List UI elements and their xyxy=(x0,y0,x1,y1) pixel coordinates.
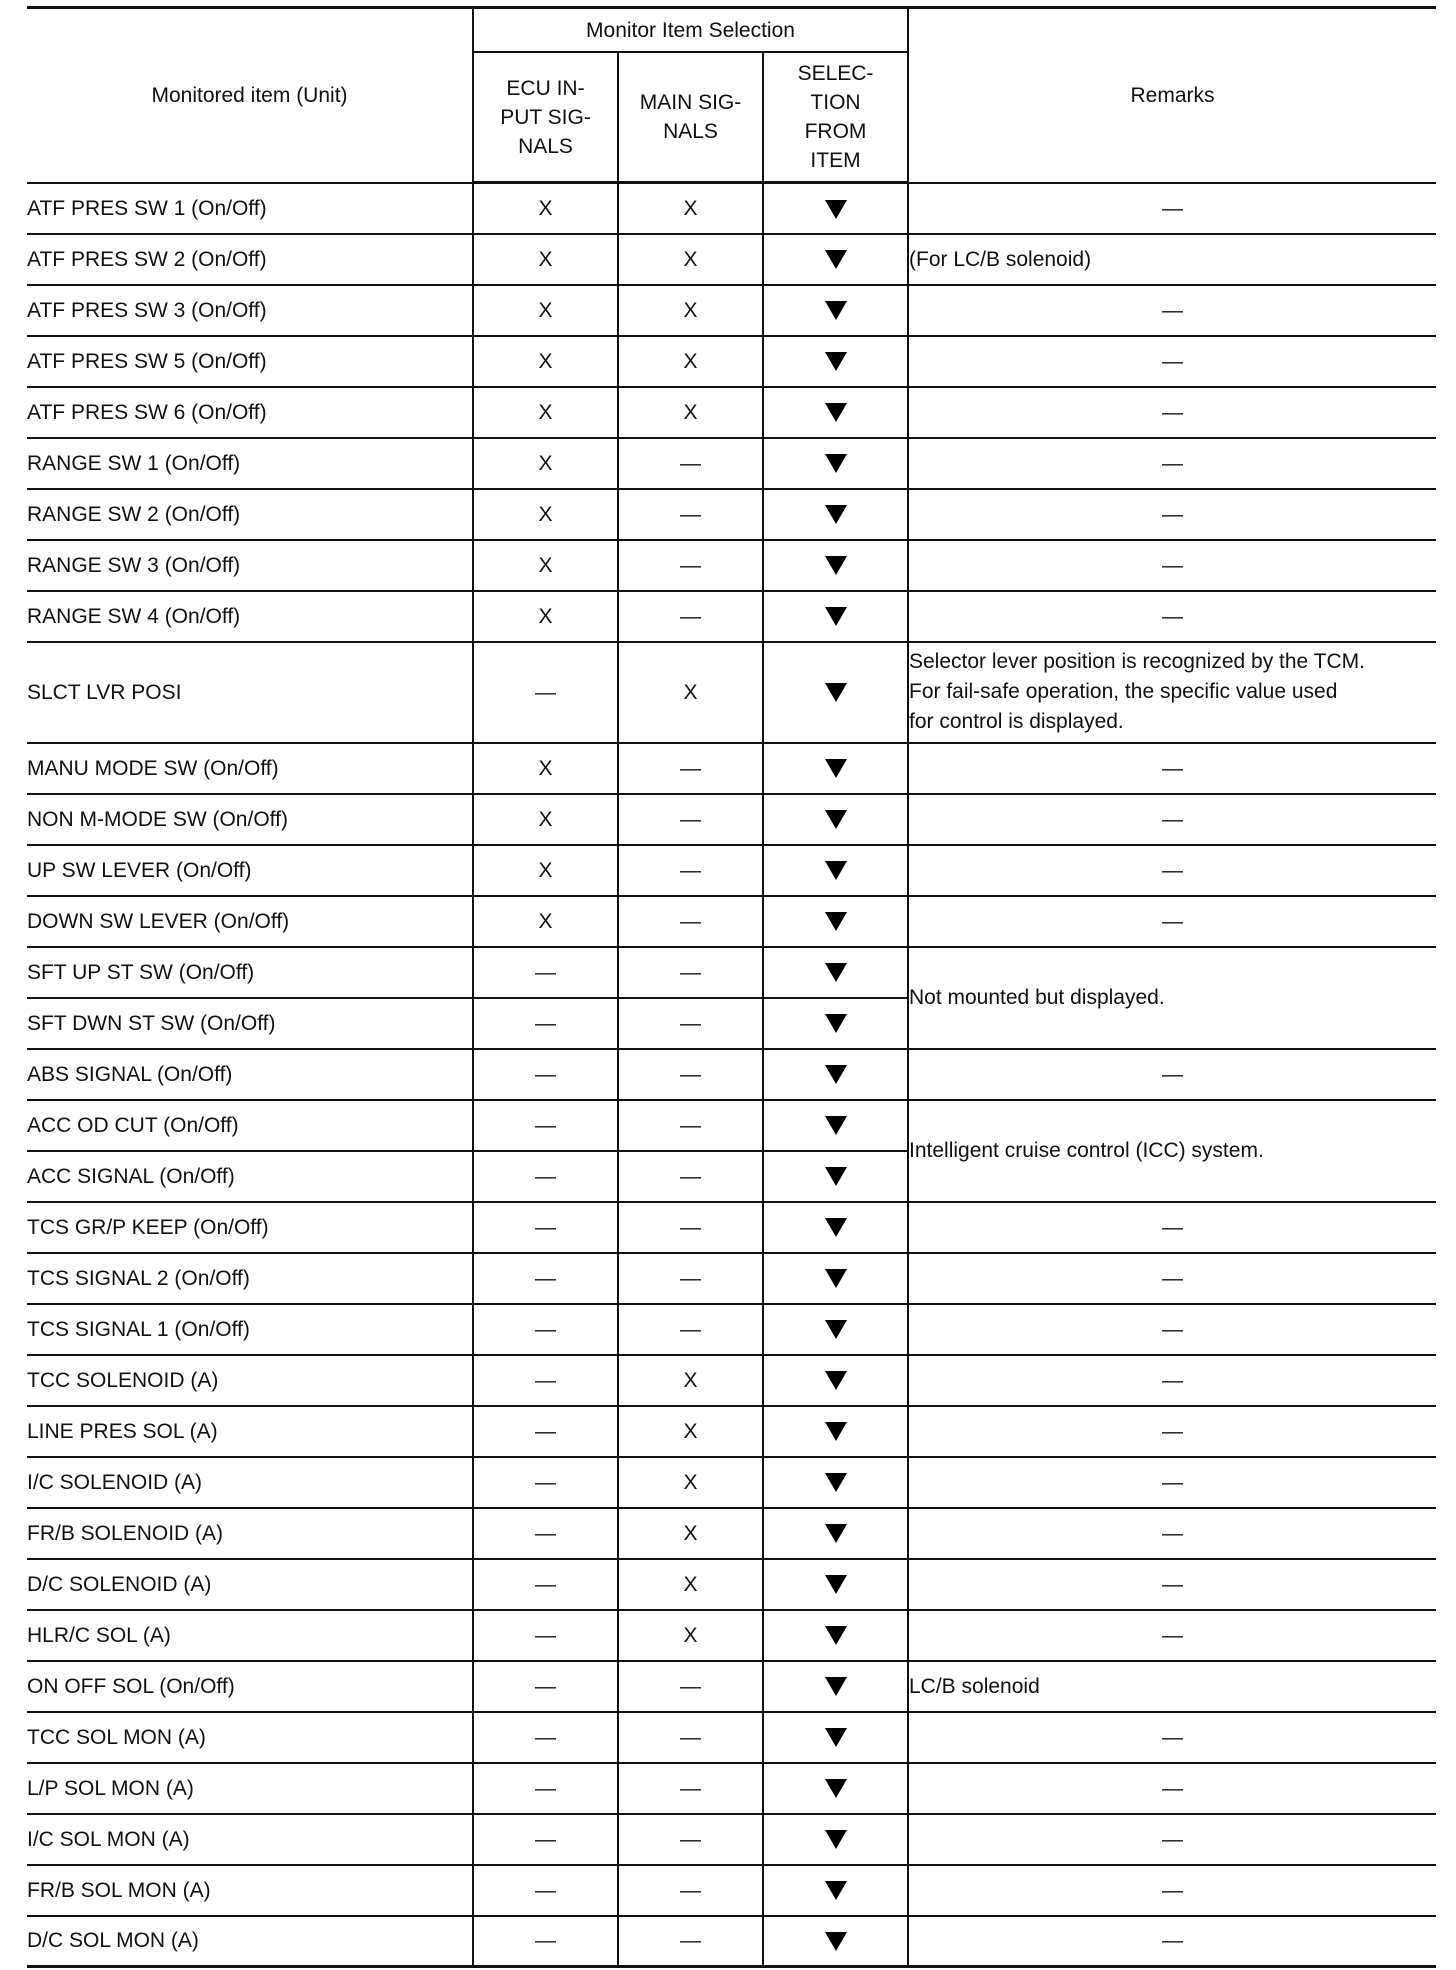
down-triangle-icon xyxy=(825,1167,847,1186)
ecu-input-cell: — xyxy=(473,1559,618,1610)
main-signals-cell: X xyxy=(618,234,763,285)
monitored-item-cell: ATF PRES SW 6 (On/Off) xyxy=(27,387,473,438)
main-signals-cell: X xyxy=(618,336,763,387)
monitored-item-cell: ACC OD CUT (On/Off) xyxy=(27,1100,473,1151)
ecu-input-cell: X xyxy=(473,896,618,947)
ecu-input-cell: — xyxy=(473,1865,618,1916)
selection-cell xyxy=(763,794,908,845)
remarks-cell: — xyxy=(908,1508,1436,1559)
remarks-cell: — xyxy=(908,1916,1436,1967)
table-row xyxy=(27,845,1436,896)
selection-cell xyxy=(763,947,908,998)
ecu-input-cell: — xyxy=(473,1814,618,1865)
ecu-input-cell: — xyxy=(473,1100,618,1151)
remarks-cell: Intelligent cruise control (ICC) system. xyxy=(908,1100,1436,1202)
remarks-cell: — xyxy=(908,183,1436,234)
remarks-cell: — xyxy=(908,896,1436,947)
down-triangle-icon xyxy=(825,1626,847,1645)
main-signals-cell: — xyxy=(618,1304,763,1355)
selection-cell xyxy=(763,1763,908,1814)
down-triangle-icon xyxy=(825,1728,847,1747)
down-triangle-icon xyxy=(825,250,847,269)
ecu-input-cell: X xyxy=(473,489,618,540)
monitor-item-table xyxy=(27,6,1436,1968)
ecu-input-cell: — xyxy=(473,1253,618,1304)
main-signals-cell: X xyxy=(618,285,763,336)
remark-line: for control is displayed. xyxy=(909,710,1124,733)
ecu-input-cell: — xyxy=(473,1610,618,1661)
ecu-input-cell: — xyxy=(473,998,618,1049)
header-ecu-line: PUT SIG- xyxy=(500,105,591,129)
selection-cell xyxy=(763,998,908,1049)
selection-cell xyxy=(763,845,908,896)
remark-line: For fail-safe operation, the specific value used xyxy=(909,680,1338,703)
monitored-item-cell: NON M-MODE SW (On/Off) xyxy=(27,794,473,845)
monitored-item-cell: ATF PRES SW 1 (On/Off) xyxy=(27,183,473,234)
remarks-cell xyxy=(908,642,1436,743)
monitored-item-cell: FR/B SOLENOID (A) xyxy=(27,1508,473,1559)
main-signals-cell: — xyxy=(618,489,763,540)
table-row xyxy=(27,896,1436,947)
down-triangle-icon xyxy=(825,505,847,524)
table-row xyxy=(27,489,1436,540)
table-row xyxy=(27,1457,1436,1508)
selection-cell xyxy=(763,1202,908,1253)
ecu-input-cell: X xyxy=(473,438,618,489)
main-signals-cell: — xyxy=(618,1661,763,1712)
selection-cell xyxy=(763,1406,908,1457)
down-triangle-icon xyxy=(825,1575,847,1594)
header-sel-line: SELEC- xyxy=(797,62,874,85)
selection-cell xyxy=(763,1355,908,1406)
monitored-item-cell: L/P SOL MON (A) xyxy=(27,1763,473,1814)
selection-cell xyxy=(763,387,908,438)
monitored-item-cell: TCC SOL MON (A) xyxy=(27,1712,473,1763)
main-signals-cell: — xyxy=(618,794,763,845)
selection-cell xyxy=(763,1457,908,1508)
monitored-item-cell: MANU MODE SW (On/Off) xyxy=(27,743,473,794)
remarks-cell: — xyxy=(908,387,1436,438)
main-signals-cell: — xyxy=(618,998,763,1049)
selection-cell xyxy=(763,1151,908,1202)
remarks-cell: — xyxy=(908,1253,1436,1304)
down-triangle-icon xyxy=(825,403,847,422)
header-remarks: Remarks xyxy=(908,8,1436,183)
header-monitor-item-selection: Monitor Item Selection xyxy=(473,8,908,53)
ecu-input-cell: — xyxy=(473,1355,618,1406)
monitored-item-cell: I/C SOLENOID (A) xyxy=(27,1457,473,1508)
table-row xyxy=(27,1559,1436,1610)
ecu-input-cell: X xyxy=(473,743,618,794)
table-row xyxy=(27,642,1436,743)
table-row xyxy=(27,1610,1436,1661)
monitored-item-cell: ACC SIGNAL (On/Off) xyxy=(27,1151,473,1202)
remarks-cell: — xyxy=(908,591,1436,642)
ecu-input-cell: — xyxy=(473,642,618,743)
main-signals-cell: — xyxy=(618,1712,763,1763)
ecu-input-cell: X xyxy=(473,387,618,438)
selection-cell xyxy=(763,540,908,591)
monitored-item-cell: I/C SOL MON (A) xyxy=(27,1814,473,1865)
main-signals-cell: — xyxy=(618,1049,763,1100)
monitored-item-cell: SFT DWN ST SW (On/Off) xyxy=(27,998,473,1049)
down-triangle-icon xyxy=(825,963,847,982)
table-row xyxy=(27,1865,1436,1916)
remarks-cell: — xyxy=(908,1457,1436,1508)
ecu-input-cell: — xyxy=(473,1202,618,1253)
monitored-item-cell: RANGE SW 2 (On/Off) xyxy=(27,489,473,540)
table-row xyxy=(27,743,1436,794)
ecu-input-cell: X xyxy=(473,234,618,285)
remarks-cell: — xyxy=(908,1712,1436,1763)
table-row xyxy=(27,1406,1436,1457)
monitored-item-cell: D/C SOL MON (A) xyxy=(27,1916,473,1967)
main-signals-cell: — xyxy=(618,1151,763,1202)
selection-cell xyxy=(763,1304,908,1355)
main-signals-cell: X xyxy=(618,1559,763,1610)
monitored-item-cell: D/C SOLENOID (A) xyxy=(27,1559,473,1610)
table-row xyxy=(27,1712,1436,1763)
down-triangle-icon xyxy=(825,200,847,219)
down-triangle-icon xyxy=(825,1881,847,1900)
down-triangle-icon xyxy=(825,861,847,880)
remarks-cell: — xyxy=(908,845,1436,896)
main-signals-cell: X xyxy=(618,1457,763,1508)
selection-cell xyxy=(763,1100,908,1151)
remarks-cell: — xyxy=(908,336,1436,387)
selection-cell xyxy=(763,1712,908,1763)
remarks-cell: — xyxy=(908,540,1436,591)
ecu-input-cell: X xyxy=(473,591,618,642)
selection-cell xyxy=(763,1508,908,1559)
table-row xyxy=(27,387,1436,438)
remarks-cell: — xyxy=(908,794,1436,845)
down-triangle-icon xyxy=(825,1065,847,1084)
down-triangle-icon xyxy=(825,912,847,931)
ecu-input-cell: — xyxy=(473,1763,618,1814)
table-row xyxy=(27,438,1436,489)
monitored-item-cell: ATF PRES SW 5 (On/Off) xyxy=(27,336,473,387)
table-row xyxy=(27,336,1436,387)
header-ecu-line: NALS xyxy=(518,134,573,158)
ecu-input-cell: X xyxy=(473,540,618,591)
main-signals-cell: — xyxy=(618,1100,763,1151)
header-monitored-item: Monitored item (Unit) xyxy=(27,8,473,183)
header-ecu-line: ECU IN- xyxy=(506,76,585,100)
selection-cell xyxy=(763,1610,908,1661)
ecu-input-cell: — xyxy=(473,1712,618,1763)
header-ecu-input-signals xyxy=(473,52,618,183)
main-signals-cell: — xyxy=(618,1763,763,1814)
monitored-item-cell: RANGE SW 1 (On/Off) xyxy=(27,438,473,489)
remarks-cell: — xyxy=(908,1763,1436,1814)
document-page xyxy=(27,6,1436,1968)
ecu-input-cell: — xyxy=(473,947,618,998)
header-sel-line: TION xyxy=(810,91,861,114)
remarks-cell: — xyxy=(908,1406,1436,1457)
table-row xyxy=(27,794,1436,845)
monitored-item-cell: TCC SOLENOID (A) xyxy=(27,1355,473,1406)
remark-line: Selector lever position is recognized by the TCM. xyxy=(909,650,1365,673)
header-main-line: NALS xyxy=(663,120,718,143)
main-signals-cell: — xyxy=(618,1916,763,1967)
main-signals-cell: — xyxy=(618,947,763,998)
table-row xyxy=(27,1304,1436,1355)
remarks-cell: — xyxy=(908,1610,1436,1661)
down-triangle-icon xyxy=(825,1371,847,1390)
monitored-item-cell: UP SW LEVER (On/Off) xyxy=(27,845,473,896)
down-triangle-icon xyxy=(825,1779,847,1798)
remarks-cell: — xyxy=(908,1865,1436,1916)
remarks-cell: — xyxy=(908,489,1436,540)
ecu-input-cell: — xyxy=(473,1916,618,1967)
main-signals-cell: — xyxy=(618,845,763,896)
selection-cell xyxy=(763,642,908,743)
main-signals-cell: — xyxy=(618,1814,763,1865)
selection-cell xyxy=(763,183,908,234)
table-row xyxy=(27,1049,1436,1100)
selection-cell xyxy=(763,1253,908,1304)
ecu-input-cell: — xyxy=(473,1661,618,1712)
monitored-item-cell: HLR/C SOL (A) xyxy=(27,1610,473,1661)
remarks-cell: — xyxy=(908,743,1436,794)
monitored-item-cell: ATF PRES SW 3 (On/Off) xyxy=(27,285,473,336)
main-signals-cell: X xyxy=(618,1355,763,1406)
table-row xyxy=(27,591,1436,642)
header-main-signals xyxy=(618,52,763,183)
down-triangle-icon xyxy=(825,759,847,778)
remarks-cell: — xyxy=(908,1049,1436,1100)
ecu-input-cell: — xyxy=(473,1508,618,1559)
main-signals-cell: X xyxy=(618,1610,763,1661)
main-signals-cell: — xyxy=(618,1202,763,1253)
monitored-item-cell: DOWN SW LEVER (On/Off) xyxy=(27,896,473,947)
main-signals-cell: — xyxy=(618,591,763,642)
down-triangle-icon xyxy=(825,352,847,371)
monitored-item-cell: TCS GR/P KEEP (On/Off) xyxy=(27,1202,473,1253)
remarks-cell: — xyxy=(908,1814,1436,1865)
down-triangle-icon xyxy=(825,301,847,320)
down-triangle-icon xyxy=(825,1269,847,1288)
selection-cell xyxy=(763,1661,908,1712)
header-sel-line: FROM xyxy=(804,120,867,143)
table-row xyxy=(27,183,1436,234)
monitored-item-cell: TCS SIGNAL 2 (On/Off) xyxy=(27,1253,473,1304)
down-triangle-icon xyxy=(825,1218,847,1237)
table-row xyxy=(27,540,1436,591)
down-triangle-icon xyxy=(825,1422,847,1441)
selection-cell xyxy=(763,336,908,387)
header-sel-line: ITEM xyxy=(810,149,861,172)
table-row xyxy=(27,1763,1436,1814)
header-main-line: MAIN SIG- xyxy=(639,91,742,114)
monitored-item-cell: SFT UP ST SW (On/Off) xyxy=(27,947,473,998)
down-triangle-icon xyxy=(825,607,847,626)
table-row xyxy=(27,1100,1436,1151)
table-row xyxy=(27,947,1436,998)
ecu-input-cell: X xyxy=(473,285,618,336)
selection-cell xyxy=(763,489,908,540)
ecu-input-cell: — xyxy=(473,1406,618,1457)
down-triangle-icon xyxy=(825,1116,847,1135)
monitored-item-cell: TCS SIGNAL 1 (On/Off) xyxy=(27,1304,473,1355)
main-signals-cell: X xyxy=(618,642,763,743)
ecu-input-cell: X xyxy=(473,845,618,896)
main-signals-cell: X xyxy=(618,183,763,234)
down-triangle-icon xyxy=(825,1830,847,1849)
down-triangle-icon xyxy=(825,556,847,575)
ecu-input-cell: — xyxy=(473,1304,618,1355)
main-signals-cell: — xyxy=(618,540,763,591)
main-signals-cell: — xyxy=(618,1865,763,1916)
table-row xyxy=(27,1253,1436,1304)
selection-cell xyxy=(763,591,908,642)
monitored-item-cell: FR/B SOL MON (A) xyxy=(27,1865,473,1916)
selection-cell xyxy=(763,1559,908,1610)
remarks-cell: (For LC/B solenoid) xyxy=(908,234,1436,285)
selection-cell xyxy=(763,285,908,336)
ecu-input-cell: X xyxy=(473,183,618,234)
down-triangle-icon xyxy=(825,1677,847,1696)
selection-cell xyxy=(763,1865,908,1916)
selection-cell xyxy=(763,234,908,285)
monitored-item-cell: RANGE SW 3 (On/Off) xyxy=(27,540,473,591)
selection-cell xyxy=(763,1049,908,1100)
down-triangle-icon xyxy=(825,1932,847,1951)
table-row xyxy=(27,1355,1436,1406)
selection-cell xyxy=(763,1916,908,1967)
remarks-cell: — xyxy=(908,1355,1436,1406)
table-row xyxy=(27,234,1436,285)
monitored-item-cell: ATF PRES SW 2 (On/Off) xyxy=(27,234,473,285)
down-triangle-icon xyxy=(825,1524,847,1543)
table-row xyxy=(27,1916,1436,1967)
down-triangle-icon xyxy=(825,810,847,829)
remarks-cell: — xyxy=(908,438,1436,489)
table-row xyxy=(27,1202,1436,1253)
down-triangle-icon xyxy=(825,683,847,702)
main-signals-cell: — xyxy=(618,896,763,947)
ecu-input-cell: — xyxy=(473,1151,618,1202)
header-selection-from-item xyxy=(763,52,908,183)
down-triangle-icon xyxy=(825,454,847,473)
selection-cell xyxy=(763,438,908,489)
main-signals-cell: X xyxy=(618,387,763,438)
remarks-cell: LC/B solenoid xyxy=(908,1661,1436,1712)
down-triangle-icon xyxy=(825,1320,847,1339)
selection-cell xyxy=(763,743,908,794)
table-row xyxy=(27,1508,1436,1559)
table-row xyxy=(27,1661,1436,1712)
main-signals-cell: X xyxy=(618,1508,763,1559)
monitored-item-cell: ON OFF SOL (On/Off) xyxy=(27,1661,473,1712)
main-signals-cell: — xyxy=(618,1253,763,1304)
down-triangle-icon xyxy=(825,1014,847,1033)
remarks-cell: Not mounted but displayed. xyxy=(908,947,1436,1049)
ecu-input-cell: X xyxy=(473,336,618,387)
monitored-item-cell: RANGE SW 4 (On/Off) xyxy=(27,591,473,642)
selection-cell xyxy=(763,1814,908,1865)
remarks-cell: — xyxy=(908,285,1436,336)
monitored-item-cell: LINE PRES SOL (A) xyxy=(27,1406,473,1457)
ecu-input-cell: — xyxy=(473,1049,618,1100)
ecu-input-cell: X xyxy=(473,794,618,845)
ecu-input-cell: — xyxy=(473,1457,618,1508)
remarks-cell: — xyxy=(908,1304,1436,1355)
remarks-cell: — xyxy=(908,1559,1436,1610)
monitored-item-cell: SLCT LVR POSI xyxy=(27,642,473,743)
main-signals-cell: — xyxy=(618,438,763,489)
selection-cell xyxy=(763,896,908,947)
main-signals-cell: — xyxy=(618,743,763,794)
table-header xyxy=(27,8,1436,183)
table-row xyxy=(27,1814,1436,1865)
table-body xyxy=(27,183,1436,1967)
main-signals-cell: X xyxy=(618,1406,763,1457)
table-row xyxy=(27,285,1436,336)
monitored-item-cell: ABS SIGNAL (On/Off) xyxy=(27,1049,473,1100)
remarks-cell: — xyxy=(908,1202,1436,1253)
down-triangle-icon xyxy=(825,1473,847,1492)
